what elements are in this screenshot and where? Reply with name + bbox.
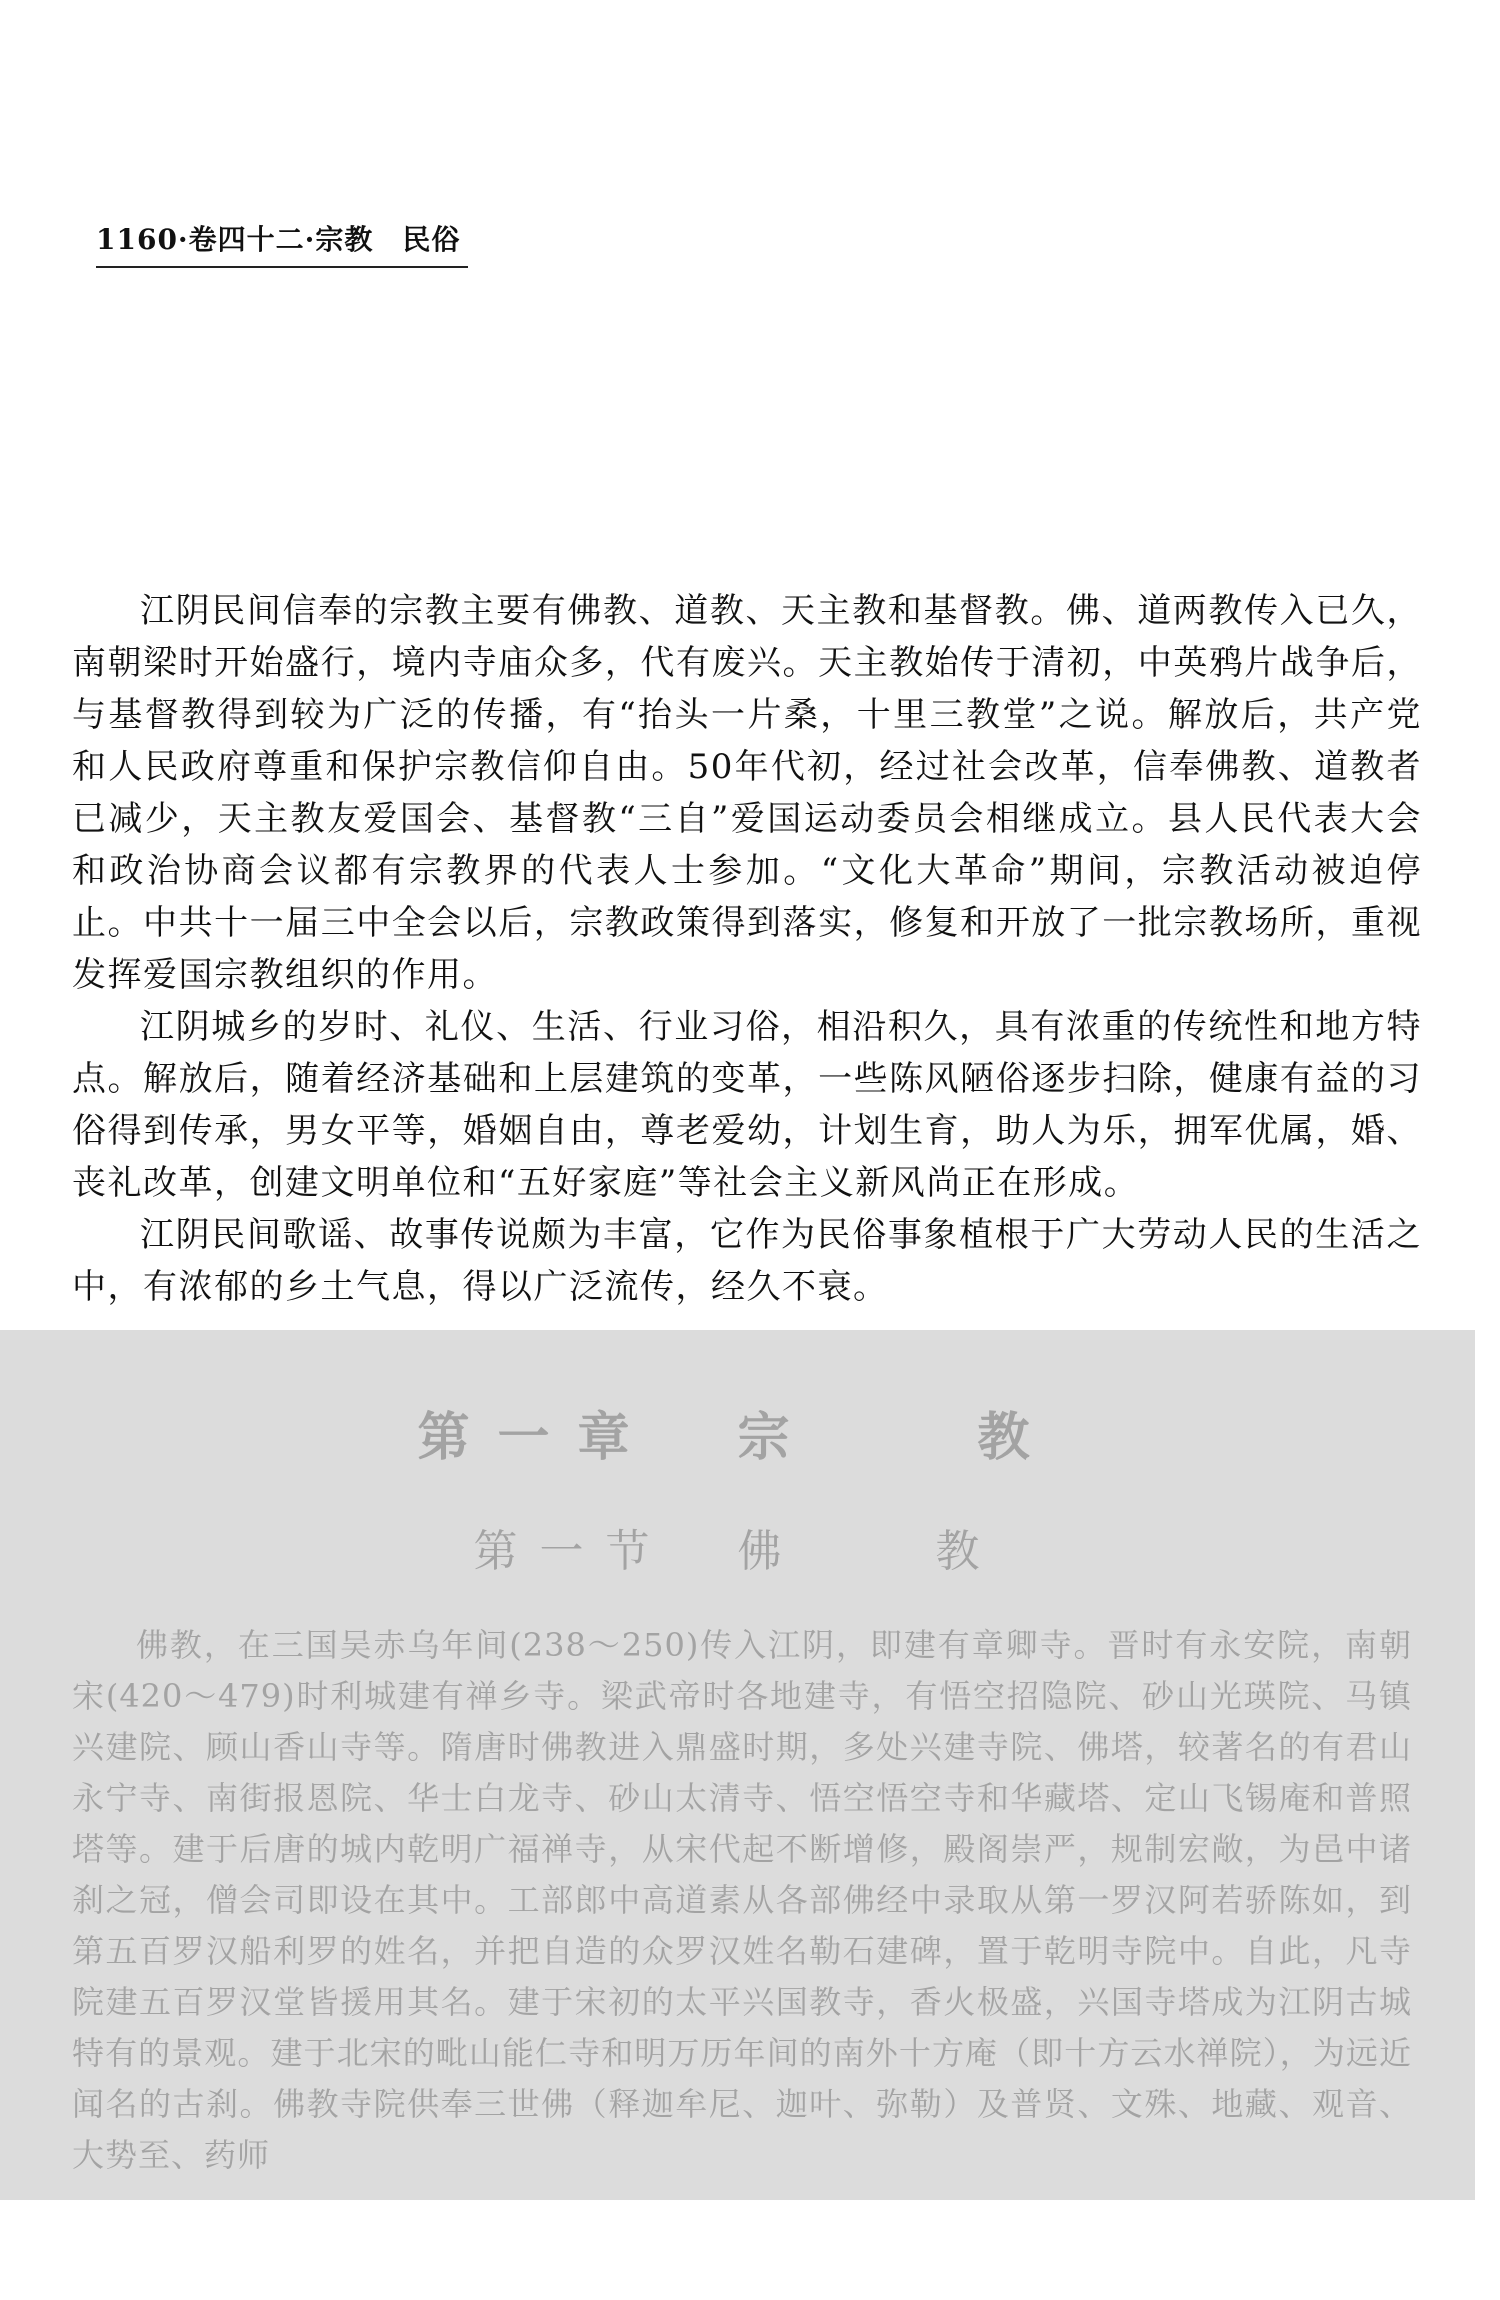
chapter-title: 第一章 宗 教 [417, 1407, 1058, 1468]
section-body [72, 1620, 1412, 2181]
intro-paragraph-3: 江阴民间歌谣、故事传说颇为丰富，它作为民俗事象植根于广大劳动人民的生活之中，有浓郁的乡土气息，得以广泛流传，经久不衰。 [72, 1215, 1422, 1307]
intro-paragraph-2: 江阴城乡的岁时、礼仪、生活、行业习俗，相沿积久，具有浓重的传统性和地方特点。解放后，随着经济基础和上层建筑的变革，一些陈风陋俗逐步扫除，健康有益的习俗得到传承，男女平等，婚姻自由，尊老爱幼，计划生育，助人为乐，拥军优属，婚、丧礼改革，创建文明单位和“五好家庭”等社会主义新风尚正在形成。 [72, 1007, 1422, 1203]
intro-paragraph-1: 江阴民间信奉的宗教主要有佛教、道教、天主教和基督教。佛、道两教传入已久，南朝梁时开始盛行，境内寺庙众多，代有废兴。天主教始传于清初，中英鸦片战争后，与基督教得到较为广泛的传播，有“抬头一片桑，十里三教堂”之说。解放后，共产党和人民政府尊重和保护宗教信仰自由。50年代初，经过社会改革，信奉佛教、道教者已减少，天主教友爱国会、基督教“三自”爱国运动委员会相继成立。县人民代表大会和政治协商会议都有宗教界的代表人士参加。“文化大革命”期间，宗教活动被迫停止。中共十一届三中全会以后，宗教政策得到落实，修复和开放了一批宗教场所，重视发挥爱国宗教组织的作用。 [72, 591, 1422, 995]
running-head: 1160·卷四十二·宗教 民俗 [96, 218, 468, 268]
section-title: 第一节 佛 教 [473, 1526, 1002, 1577]
section-paragraph-1: 佛教，在三国吴赤乌年间(238～250)传入江阴，即建有章卿寺。晋时有永安院，南朝宋(420～479)时利城建有禅乡寺。梁武帝时各地建寺，有悟空招隐院、砂山光瑛院、马镇兴建院、顾山香山寺等。隋唐时佛教进入鼎盛时期，多处兴建寺院、佛塔，较著名的有君山永宁寺、南街报恩院、华士白龙寺、砂山太清寺、悟空悟空寺和华藏塔、定山飞锡庵和普照塔等。建于后唐的城内乾明广福禅寺，从宋代起不断增修，殿阁崇严，规制宏敞，为邑中诸刹之冠，僧会司即设在其中。工部郎中高道素从各部佛经中录取从第一罗汉阿若骄陈如，到第五百罗汉船利罗的姓名，并把自造的众罗汉姓名勒石建碑，置于乾明寺院中。自此，凡寺院建五百罗汉堂皆援用其名。建于宋初的太平兴国教寺，香火极盛，兴国寺塔成为江阴古城特有的景观。建于北宋的毗山能仁寺和明万历年间的南外十方庵（即十方云水禅院），为远近闻名的古刹。佛教寺院供奉三世佛（释迦牟尼、迦叶、弥勒）及普贤、文殊、地藏、观音、大势至、药师 [72, 1626, 1412, 2174]
faded-continuation-area [0, 1330, 1475, 2200]
volume-introduction [72, 585, 1422, 1313]
